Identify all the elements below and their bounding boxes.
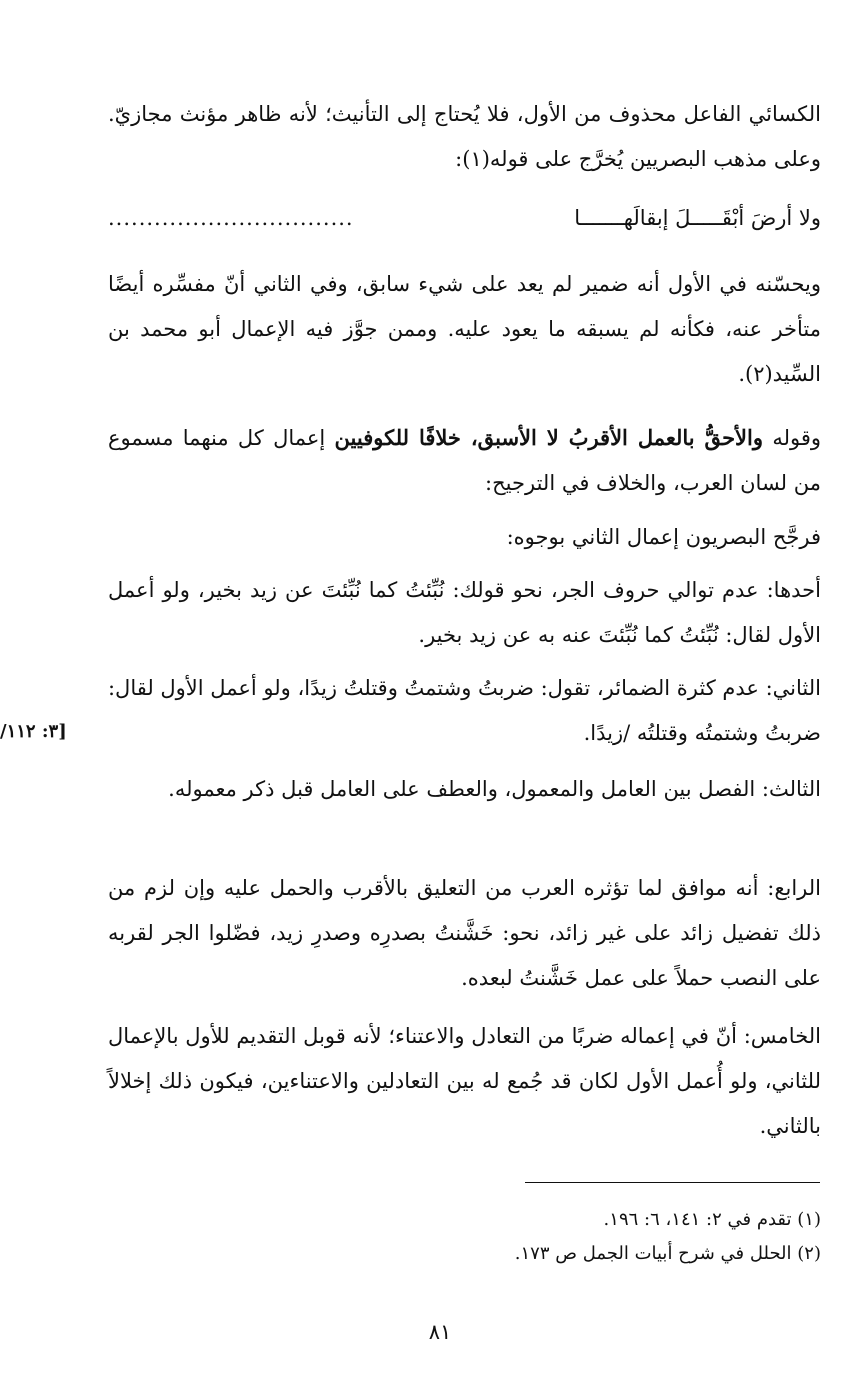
verse-ellipsis: ................................ xyxy=(108,206,354,230)
paragraph-ibn-sid: ويحسّنه في الأول أنه ضمير لم يعد على شيء سابق، وفي الثاني أنّ مفسِّره أيضًا متأخر عنه، فكأنه لم يسبقه ما يعود عليه. وممن جوَّز فيه الإعمال أبو محمد بن السِّيد(٢). xyxy=(108,272,821,386)
footnote-2: (٢) الحلل في شرح أبيات الجمل ص ١٧٣. xyxy=(514,1243,821,1264)
poetry-verse xyxy=(108,198,821,238)
bold-lead-suffix: إعمال كل xyxy=(237,426,326,450)
paragraph-basrians: فرجَّح البصريون إعمال الثاني بوجوه: xyxy=(506,525,821,549)
paragraph-second-reason: الثاني: عدم كثرة الضمائر، تقول: ضربتُ وشتمتُ وقتلتُ زيدًا، ولو أعمل الأول لقال: ضربتُ وشتمتُه وقتلتُه /زيدًا. xyxy=(107,676,821,745)
paragraph-continuation: الكسائي الفاعل محذوف من الأول، فلا يُحتاج إلى التأنيث؛ لأنه ظاهر مؤنث مجازيّ. وعلى مذهب البصريين يُخرَّج على قوله(١): xyxy=(108,102,821,171)
bold-lead-prefix: وقوله xyxy=(772,426,821,450)
footnote-1: (١) تقدم في ٢: ١٤١، ٦: ١٩٦. xyxy=(603,1209,821,1230)
paragraph-third-reason: الثالث: الفصل بين العامل والمعمول، والعطف على العامل قبل ذكر معموله. xyxy=(168,777,821,801)
paragraph-fourth-reason: الرابع: أنه موافق لما تؤثره العرب من التعليق بالأقرب والحمل عليه وإن لزم من ذلك تفضيل زائد على غير زائد، نحو: خَشَّنتُ بصدرِه وصدرِ زيد، فضّلوا الجر لقربه على النصب حملاً على عمل خَشَّنتُ لبعده. xyxy=(108,876,821,990)
paragraph-bold-lead xyxy=(108,415,821,506)
paragraph-first-reason: أحدها: عدم توالي حروف الجر، نحو قولك: نُبِّئتُ كما نُبِّئتَ عن زيد بخير، ولو أعمل الأول لقال: نُبِّئتُ كما نُبِّئتَ عنه به عن زيد بخير. xyxy=(108,578,821,647)
bold-quoted-rule: والأحقُّ بالعمل الأقربُ لا الأسبق، خلافًا للكوفيين xyxy=(334,425,764,450)
bold-lead-continuation: منهما مسموع من لسان العرب، والخلاف في الترجيح: xyxy=(108,426,821,495)
margin-reference: [٣: ١١٢/ xyxy=(0,721,67,742)
footnote-divider xyxy=(525,1182,820,1183)
page-number: ٨١ xyxy=(428,1320,452,1344)
paragraph-fifth-reason: الخامس: أنّ في إعماله ضربًا من التعادل والاعتناء؛ لأنه قوبل التقديم للأول بالإعمال للثاني، ولو أُعمل الأول لكان قد جُمع له بين التعادلين والاعتناءين، فيكون ذلك إخلالاً بالثاني. xyxy=(108,1024,821,1138)
verse-text: ولا أرضَ أبْقَـــــلَ إبقالَهـــــــا xyxy=(574,206,821,230)
